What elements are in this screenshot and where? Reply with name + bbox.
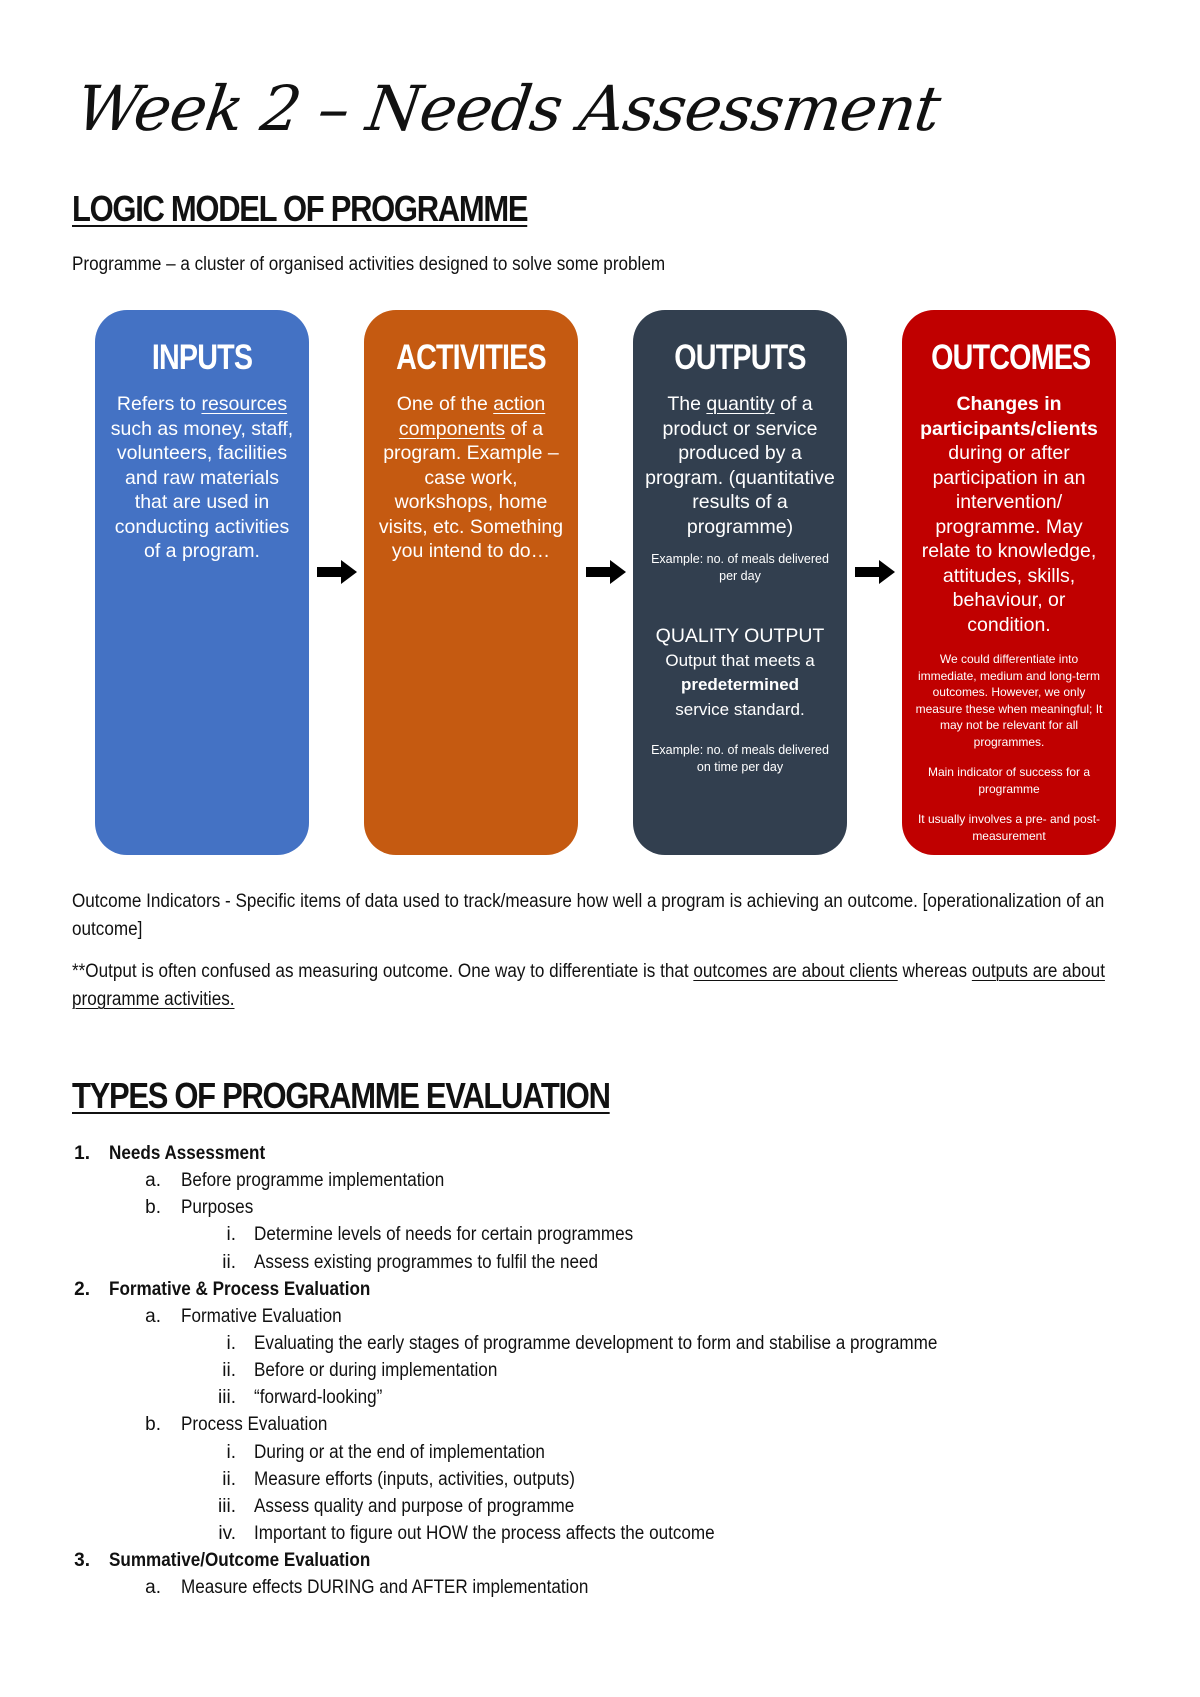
list-item: i. During or at the end of implementation — [226, 1441, 545, 1463]
outcomes-note-levels: We could differentiate into immediate, medium and long-term outcomes. However, we only measure these when meaningful; It may not be relevant for all programmes. — [915, 652, 1103, 749]
list-item: 2. Formative & Process Evaluation — [74, 1278, 371, 1300]
list-item: a. Formative Evaluation — [145, 1305, 342, 1327]
outcomes-title: OUTCOMES — [931, 338, 1091, 377]
note-outputs-activities: outputs are about programme activities. — [72, 961, 1105, 1010]
activities-keyword-action: action — [493, 393, 546, 415]
logic-model-diagram — [95, 310, 1120, 855]
list-item: i. Evaluating the early stages of programme development to form and stabilise a programme — [226, 1332, 938, 1354]
quality-text-post: service standard. — [675, 699, 805, 719]
list-item: iii. Assess quality and purpose of programme — [218, 1495, 575, 1517]
outputs-text-post: of a product or service produced by a program. (quantitative results of a programme) — [645, 393, 835, 538]
outcome-indicators-text: Outcome Indicators - Specific items of data used to track/measure how well a program is achieving an outcome. [operationalization of an outcome] — [72, 891, 1105, 940]
outputs-keyword: quantity — [706, 393, 775, 415]
outputs-description — [645, 392, 835, 539]
activities-text-post: of a program. Example – case work, workshops, home visits, etc. Something you intend to do… — [378, 417, 564, 562]
evaluation-types-heading: TYPES OF PROGRAMME EVALUATION — [72, 1075, 610, 1116]
inputs-box — [95, 310, 309, 855]
page-title: Week 2 – Needs Assessment — [72, 72, 945, 145]
outcomes-keyword: Changes in participants/clients — [920, 393, 1098, 440]
inputs-description — [107, 392, 297, 564]
inputs-keyword: resources — [201, 393, 288, 415]
outcomes-note-measurement: It usually involves a pre- and post- measurement — [917, 812, 1101, 843]
list-item: b. Purposes — [145, 1197, 254, 1219]
note-text-mid: whereas — [897, 961, 972, 982]
list-item: i. Determine levels of needs for certain programmes — [226, 1224, 634, 1246]
inputs-text-pre: Refers to — [116, 393, 202, 415]
inputs-text-post: such as money, staff, volunteers, facilities and raw materials that are used in conducting activities of a program. — [110, 417, 294, 562]
note-outcomes-clients: outcomes are about clients — [693, 961, 898, 982]
outputs-text-pre: The — [667, 393, 707, 415]
list-item: ii. Before or during implementation — [222, 1360, 498, 1382]
activities-text-pre: One of the — [396, 393, 494, 415]
list-item: ii. Assess existing programmes to fulfil the need — [222, 1251, 599, 1273]
quality-output-example: Example: no. of meals delivered on time per day — [651, 743, 829, 774]
arrow-right-icon — [315, 558, 359, 586]
outcomes-text-post: during or after participation in an intervention/ programme. May relate to knowledge, attitudes, skills, behaviour, or condition. — [921, 442, 1097, 636]
activities-description — [376, 392, 566, 564]
output-vs-outcome-note — [72, 958, 1130, 1014]
list-item: ii. Measure efforts (inputs, activities, outputs) — [222, 1468, 575, 1490]
outputs-box — [633, 310, 847, 855]
arrow-right-icon — [584, 558, 628, 586]
outputs-title: OUTPUTS — [674, 338, 806, 377]
quality-output-description — [645, 649, 835, 723]
list-item: iv. Important to figure out HOW the process affects the outcome — [218, 1522, 715, 1544]
list-item: a. Measure effects DURING and AFTER implementation — [145, 1577, 589, 1599]
outcomes-note-indicator: Main indicator of success for a programme — [927, 765, 1091, 796]
activities-box — [364, 310, 578, 855]
outcomes-description — [914, 392, 1104, 637]
quality-output-title: QUALITY OUTPUT — [655, 625, 825, 647]
list-item: iii. “forward-looking” — [218, 1387, 383, 1409]
evaluation-types-list — [72, 1140, 1162, 1601]
inputs-title: INPUTS — [151, 338, 253, 377]
activities-keyword-components: components — [398, 417, 506, 440]
outcomes-box — [902, 310, 1116, 855]
list-item: a. Before programme implementation — [145, 1170, 445, 1192]
note-text-pre: **Output is often confused as measuring outcome. One way to differentiate is that — [72, 961, 694, 982]
list-item: 3. Summative/Outcome Evaluation — [74, 1550, 371, 1572]
activities-title: ACTIVITIES — [396, 338, 546, 377]
programme-definition: Programme – a cluster of organised activities designed to solve some problem — [72, 254, 666, 275]
outputs-example: Example: no. of meals delivered per day — [651, 552, 829, 583]
quality-text-pre: Output that meets a — [665, 650, 815, 670]
arrow-right-icon — [853, 558, 897, 586]
list-item: b. Process Evaluation — [145, 1414, 328, 1436]
quality-keyword: predetermined — [680, 675, 800, 694]
list-item: 1. Needs Assessment — [74, 1143, 266, 1164]
logic-model-heading: LOGIC MODEL OF PROGRAMME — [72, 188, 528, 229]
